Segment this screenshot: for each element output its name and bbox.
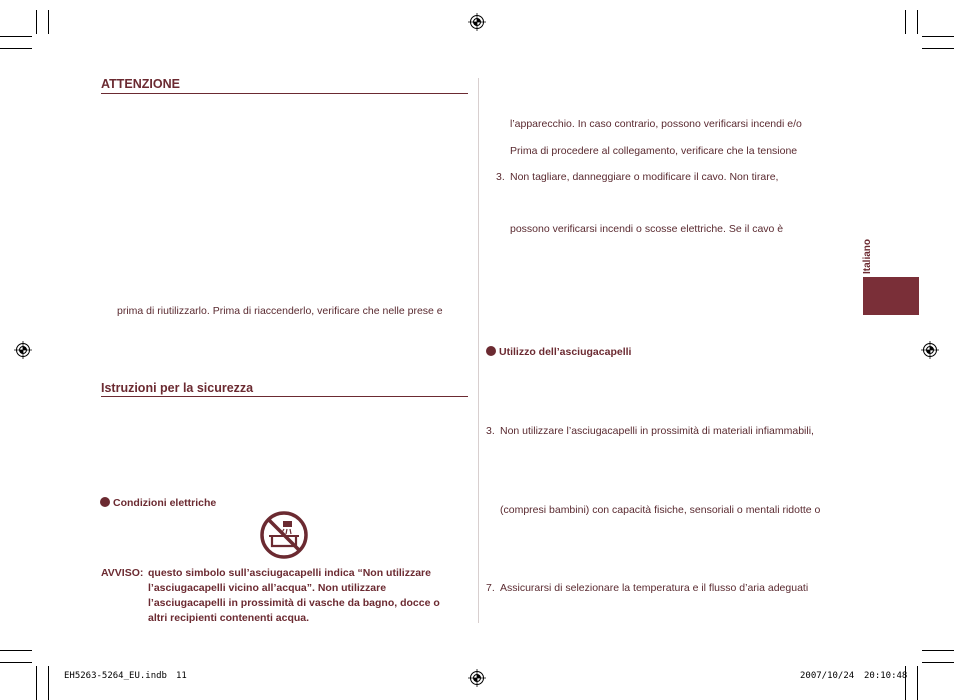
section-title: Utilizzo dell’asciugacapelli [499, 346, 632, 358]
crop-mark [48, 666, 49, 700]
crop-mark [922, 662, 954, 663]
crop-mark [0, 48, 32, 49]
no-water-bath-shower-icon [259, 510, 309, 560]
registration-crosshair-icon [14, 341, 32, 359]
language-label: Italiano [862, 238, 873, 274]
footer-page: 11 [176, 671, 187, 681]
registration-crosshair-icon [921, 341, 939, 359]
section-usage [486, 346, 631, 358]
crop-mark [922, 36, 954, 37]
list-item: Non utilizzare l’asciugacapelli in prossimità di materiali infiammabili, [500, 425, 814, 437]
warning-line: questo simbolo sull’asciugacapelli indica “Non utilizzare [148, 567, 431, 579]
footer-date: 2007/10/24 [800, 671, 855, 681]
body-line: Prima di procedere al collegamento, verificare che la tensione [510, 145, 798, 157]
section-title: Condizioni elettriche [113, 497, 217, 509]
bullet-icon [100, 497, 110, 507]
warning-line: altri recipienti contenenti acqua. [148, 612, 310, 624]
warning-label: AVVISO: [101, 567, 144, 579]
warning-line: l’asciugacapelli vicino all’acqua”. Non utilizzare [148, 582, 387, 594]
list-number: 3. [486, 425, 495, 437]
crop-mark [917, 666, 918, 700]
crop-mark [0, 662, 32, 663]
list-item: Non tagliare, danneggiare o modificare il cavo. Non tirare, [510, 171, 779, 183]
crop-mark [922, 650, 954, 651]
section-electrical-conditions [100, 497, 216, 509]
registration-crosshair-icon [468, 669, 486, 687]
body-line: possono verificarsi incendi o scosse elettriche. Se il cavo è [510, 223, 784, 235]
footer-time: 20:10:48 [864, 671, 908, 681]
warning-line: l’asciugacapelli in prossimità di vasche da bagno, docce o [148, 597, 440, 609]
body-line: l’apparecchio. In caso contrario, possono verificarsi incendi e/o [510, 118, 802, 130]
list-number: 3. [496, 171, 505, 183]
list-number: 7. [486, 582, 495, 594]
list-item: Assicurarsi di selezionare la temperatura e il flusso d’aria adeguati [500, 582, 809, 594]
crop-mark [36, 10, 37, 34]
body-line: (compresi bambini) con capacità fisiche, sensoriali o mentali ridotte o [500, 504, 821, 516]
heading-attenzione: ATTENZIONE [101, 77, 180, 91]
bullet-icon [486, 346, 496, 356]
heading-rule [101, 93, 468, 94]
body-line: prima di riutilizzarlo. Prima di riaccenderlo, verificare che nelle prese e [117, 305, 443, 317]
heading-rule [101, 396, 468, 397]
heading-safety: Istruzioni per la sicurezza [101, 381, 254, 395]
crop-mark [48, 10, 49, 34]
crop-mark [922, 48, 954, 49]
footer-file: EH5263-5264_EU.indb [64, 671, 167, 681]
crop-mark [0, 36, 32, 37]
crop-mark [36, 666, 37, 700]
language-tab [863, 277, 919, 315]
crop-mark [905, 10, 906, 34]
column-divider [478, 78, 479, 623]
crop-mark [917, 10, 918, 34]
registration-crosshair-icon [468, 13, 486, 31]
crop-mark [0, 650, 32, 651]
